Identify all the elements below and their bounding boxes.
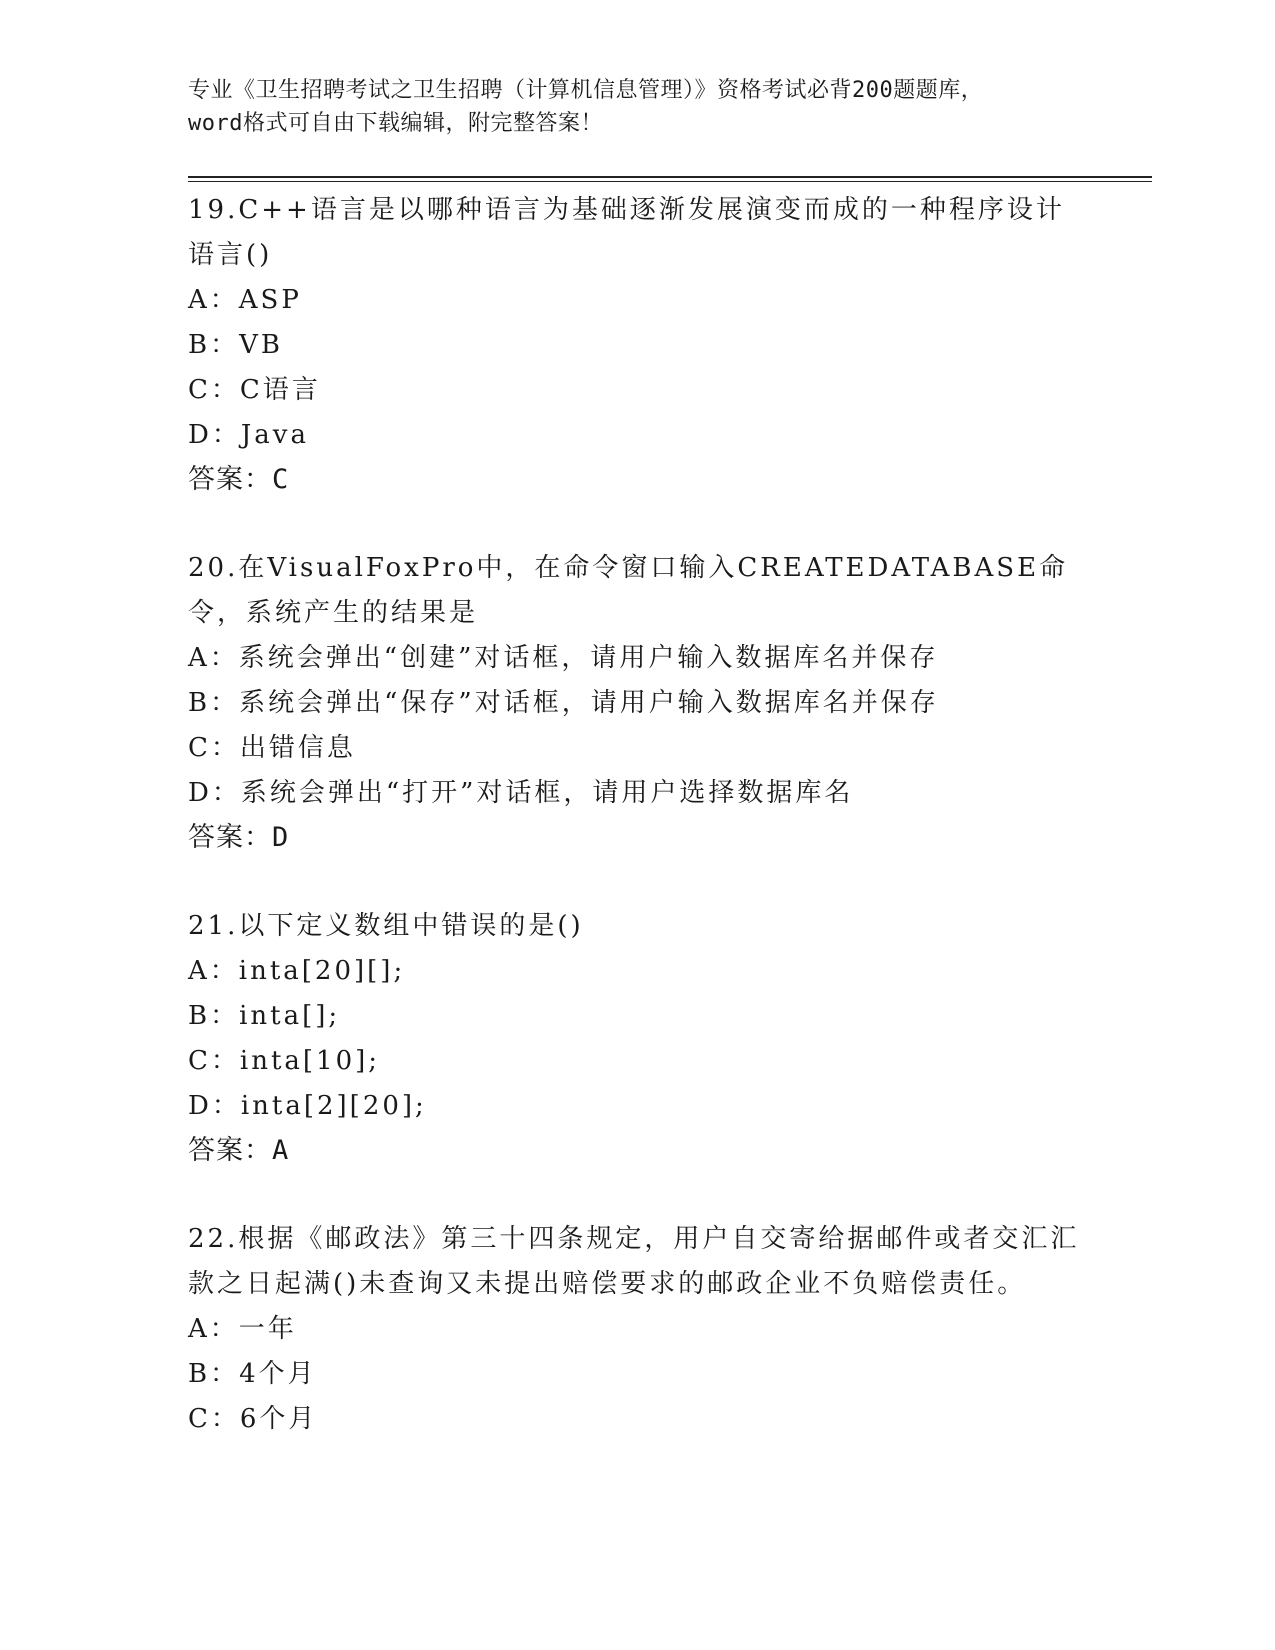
option-a: A：inta[20][];: [188, 956, 406, 986]
option-d: D：inta[2][20];: [188, 1091, 427, 1121]
option-a: A：系统会弹出“创建”对话框，请用户输入数据库名并保存: [188, 643, 939, 673]
option-c: C：inta[10];: [188, 1046, 381, 1076]
question-21: [188, 904, 1088, 1173]
answer: 答案：C: [188, 464, 290, 495]
header-line-1: 专业《卫生招聘考试之卫生招聘（计算机信息管理）》资格考试必背200题题库，: [188, 78, 984, 103]
option-b: B：4个月: [188, 1359, 317, 1389]
question-list: [188, 188, 1088, 1486]
option-c: C：C语言: [188, 375, 321, 405]
answer: 答案：D: [188, 822, 290, 853]
question-text: 19.C++语言是以哪种语言为基础逐渐发展演变而成的一种程序设计语言(): [188, 195, 1065, 270]
question-text: 20.在VisualFoxPro中，在命令窗口输入CREATEDATABASE命令，系统产生的结果是: [188, 553, 1069, 628]
option-b: B：VB: [188, 330, 283, 360]
question-22: [188, 1217, 1088, 1442]
question-20: [188, 546, 1088, 860]
option-a: A：一年: [188, 1314, 297, 1344]
option-b: B：inta[];: [188, 1001, 341, 1031]
option-c: C：6个月: [188, 1404, 318, 1434]
question-19: [188, 188, 1088, 502]
option-d: D：系统会弹出“打开”对话框，请用户选择数据库名: [188, 778, 854, 808]
option-b: B：系统会弹出“保存”对话框，请用户输入数据库名并保存: [188, 688, 939, 718]
header-divider-thin: [188, 181, 1152, 182]
option-c: C：出错信息: [188, 733, 356, 763]
option-a: A：ASP: [188, 285, 302, 315]
document-header: [188, 74, 1088, 140]
option-d: D：Java: [188, 420, 309, 450]
answer: 答案：A: [188, 1135, 290, 1166]
question-text: 21.以下定义数组中错误的是(): [188, 911, 584, 941]
question-text: 22.根据《邮政法》第三十四条规定，用户自交寄给据邮件或者交汇汇款之日起满()未查询又未提出赔偿要求的邮政企业不负赔偿责任。: [188, 1224, 1080, 1299]
header-divider-thick: [188, 176, 1152, 178]
header-line-2: word格式可自由下载编辑，附完整答案！: [188, 111, 603, 136]
